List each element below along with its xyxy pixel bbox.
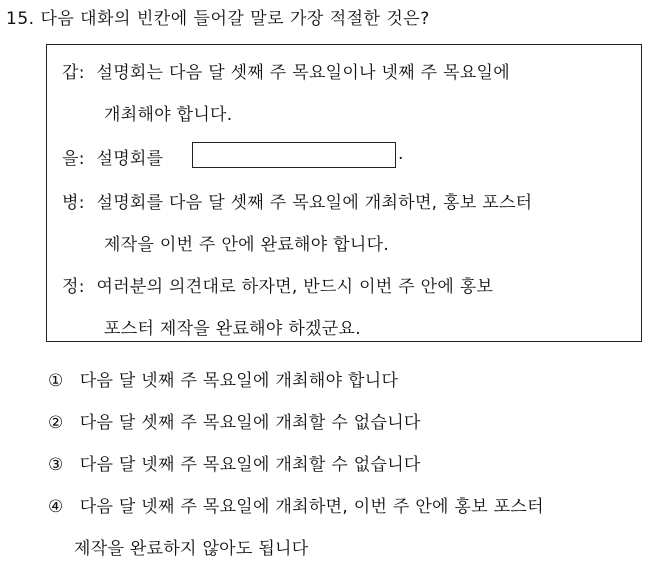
dialogue-text: 포스터 제작을 완료해야 하겠군요.	[104, 319, 361, 339]
dialogue-line-gap-1	[62, 58, 510, 83]
dialogue-line-jeong-1	[62, 272, 493, 297]
choice-number-2: ②	[48, 413, 64, 433]
dialogue-line-eul	[62, 144, 163, 169]
choice-4-continued	[74, 534, 309, 559]
choice-2[interactable]	[48, 408, 421, 433]
choice-text: 다음 달 셋째 주 목요일에 개최할 수 없습니다	[79, 413, 421, 433]
choice-text: 다음 달 넷째 주 목요일에 개최할 수 없습니다	[79, 455, 421, 475]
speaker-label: 정:	[62, 277, 85, 297]
choice-number-3: ③	[48, 455, 64, 475]
speaker-label: 병:	[62, 193, 85, 213]
speaker-label: 갑:	[62, 63, 85, 83]
dialogue-text: 여러분의 의견대로 하자면, 반드시 이번 주 안에 홍보	[96, 277, 494, 297]
choice-text: 다음 달 넷째 주 목요일에 개최해야 합니다	[79, 371, 399, 391]
dialogue-text: 제작을 이번 주 안에 완료해야 합니다.	[104, 235, 390, 255]
choice-3[interactable]	[48, 450, 421, 475]
dialogue-line-byeong-2	[104, 230, 389, 255]
dialogue-line-byeong-1	[62, 188, 532, 213]
dialogue-text: 개최해야 합니다.	[104, 105, 233, 125]
dialogue-text: 설명회를 다음 달 셋째 주 목요일에 개최하면, 홍보 포스터	[96, 193, 533, 213]
speaker-label: 을:	[62, 149, 85, 169]
choice-number-1: ①	[48, 371, 64, 391]
choice-4[interactable]	[48, 492, 544, 517]
blank-period: .	[398, 144, 404, 164]
choice-text: 제작을 완료하지 않아도 됩니다	[74, 539, 309, 559]
answer-blank	[192, 142, 396, 168]
choice-number-4: ④	[48, 497, 64, 517]
choice-text: 다음 달 넷째 주 목요일에 개최하면, 이번 주 안에 홍보 포스터	[79, 497, 544, 517]
dialogue-line-jeong-2	[104, 314, 361, 339]
dialogue-text: 설명회는 다음 달 셋째 주 목요일이나 넷째 주 목요일에	[96, 63, 510, 83]
dialogue-line-gap-2	[104, 100, 232, 125]
dialogue-text: 설명회를	[96, 149, 164, 169]
question-title: 15. 다음 대화의 빈칸에 들어갈 말로 가장 적절한 것은?	[6, 9, 430, 29]
choice-1[interactable]	[48, 366, 398, 391]
